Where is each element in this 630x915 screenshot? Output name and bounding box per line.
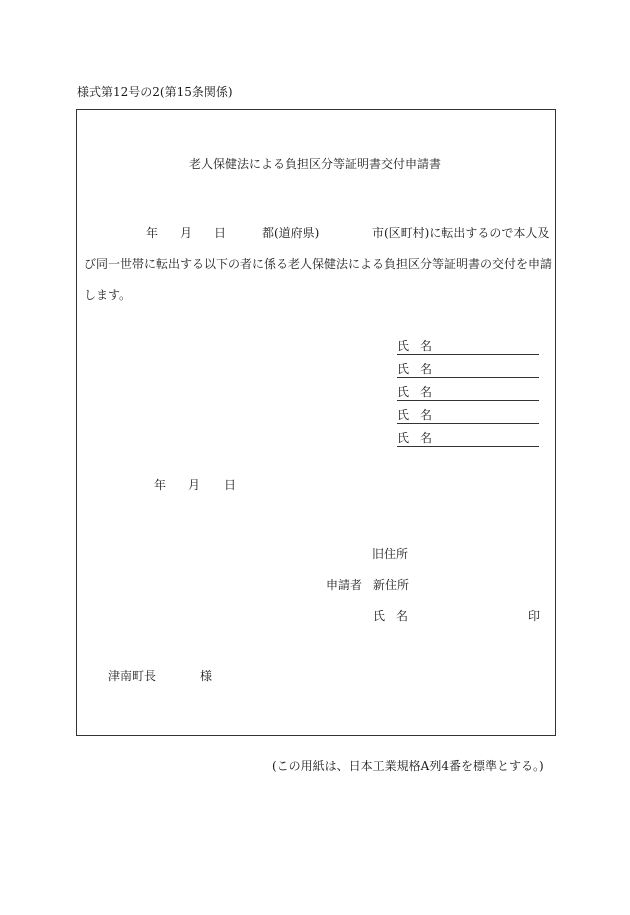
body-line1-rest: 市(区町村)に転出するので本人及 (372, 226, 550, 240)
date-month: 月 (188, 478, 201, 492)
body-prefecture: 都(道府県) (262, 226, 320, 240)
signatory-row[interactable] (397, 409, 539, 424)
signatory-row[interactable] (397, 386, 539, 401)
signatory-mei: 名 (420, 362, 433, 376)
signatory-shi: 氏 (397, 385, 410, 399)
signatory-mei: 名 (420, 431, 433, 445)
body-day: 日 (214, 226, 227, 240)
body-year: 年 (146, 226, 159, 240)
body-month: 月 (180, 226, 193, 240)
addressee-name: 津南町長 (108, 669, 157, 683)
body-line3: します。 (84, 288, 132, 302)
addressee-honorific: 様 (200, 669, 213, 683)
signatory-shi: 氏 (397, 362, 410, 376)
signatory-row[interactable] (397, 340, 539, 355)
applicant-label: 申請者 (326, 578, 363, 592)
signatory-shi: 氏 (397, 408, 410, 422)
signatory-mei: 名 (420, 408, 433, 422)
applicant-name-mei: 名 (396, 609, 409, 623)
signatory-shi: 氏 (397, 339, 410, 353)
signatory-mei: 名 (420, 385, 433, 399)
body-line2: び同一世帯に転出する以下の者に係る老人保健法による負担区分等証明書の交付を申請 (84, 257, 553, 271)
form-number: 様式第12号の2(第15条関係) (77, 85, 233, 99)
signatory-row[interactable] (397, 363, 539, 378)
applicant-name-shi: 氏 (373, 609, 386, 623)
paper-size-note: (この用紙は、日本工業規格A列4番を標準とする。) (272, 759, 544, 773)
signatory-row[interactable] (397, 432, 539, 447)
signatory-shi: 氏 (397, 431, 410, 445)
signatory-mei: 名 (420, 339, 433, 353)
date-year: 年 (154, 478, 167, 492)
new-address-label: 新住所 (373, 578, 410, 592)
date-day: 日 (224, 478, 237, 492)
form-title: 老人保健法による負担区分等証明書交付申請書 (188, 157, 441, 171)
old-address-label: 旧住所 (372, 547, 409, 561)
seal-mark: 印 (528, 609, 541, 623)
